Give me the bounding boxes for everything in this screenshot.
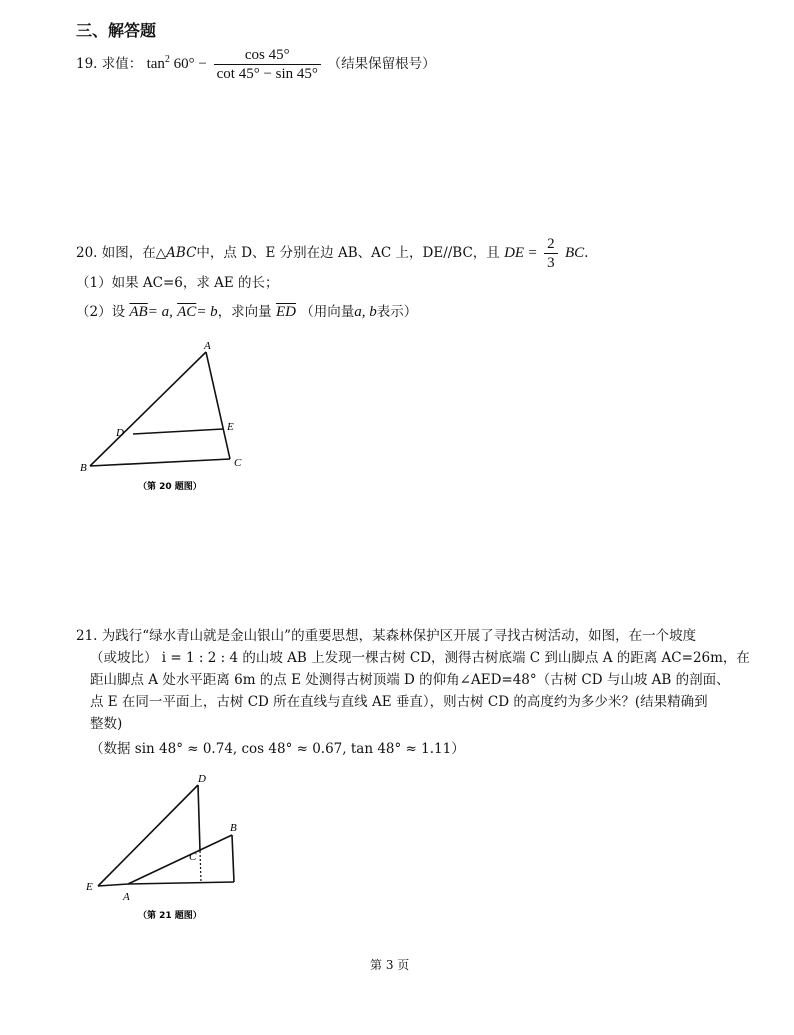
q21-line5: 整数) (90, 716, 123, 732)
line-ac (206, 352, 230, 459)
label-c: C (234, 457, 242, 469)
q20-bc: BC (564, 245, 585, 261)
q20-part2 (76, 301, 417, 323)
line-a-base (128, 882, 234, 884)
line-b-vertical (232, 835, 234, 882)
line-ab (90, 352, 206, 466)
label-a: A (204, 340, 211, 352)
q20-vec-ab-small: a, b (354, 304, 377, 320)
line-ed (98, 785, 198, 886)
q21-line1-text: 为践行“绿水青山就是金山银山”的重要思想，某森林保护区开展了寻找古树活动，如图，在一个坡度 (101, 628, 697, 644)
label-a: A (123, 891, 130, 903)
label-b: B (230, 822, 237, 834)
q19-expression: $\tan^2 60^\circ$ − $\frac{\cos 45^\circ}{\cot 45^\circ - \sin 45^\circ}$ (147, 56, 328, 72)
q19-prompt: 求值： (101, 55, 143, 72)
q19-numerator: cos 45° (214, 46, 321, 65)
q20-vec-ab: $\overline{AB}$ (129, 304, 148, 320)
page-number: 第 3 页 (370, 958, 410, 972)
q20-vec-ed: $\overline{ED}$ (275, 304, 296, 320)
line-bc (90, 459, 230, 466)
q21-data-line: （数据 sin 48° ≈ 0.74, cos 48° ≈ 0.67, tan 48° ≈ 1.11） (90, 741, 465, 757)
q19-number: 19. (76, 55, 98, 72)
q19-note: （结果保留根号） (327, 55, 436, 72)
q20-fraction (544, 235, 558, 272)
label-d: D (198, 773, 206, 785)
q20-part1: （1）如果 AC=6，求 AE 的长； (76, 275, 279, 291)
q20-vec-ac: $\overline{AC}$ (177, 304, 197, 320)
label-e: E (86, 881, 93, 893)
line-dc (198, 785, 200, 851)
q20-part2-a: （2）设 (76, 304, 126, 320)
q21-line3: 距山脚点 A 处水平距离 6m 的点 E 处测得古树顶端 D 的仰角∠AED=48°（古树 CD 与山坡 AB 的剖面、 (90, 672, 730, 688)
figure-20 (70, 335, 270, 505)
figure-20-caption: （第 20 题图） (138, 482, 202, 492)
q19-denominator: cot 45° − sin 45° (216, 66, 318, 82)
line-de (133, 429, 223, 434)
line-ab-slope (128, 835, 232, 884)
q21-number: 21. (76, 628, 98, 644)
q20-period: . (584, 245, 589, 261)
q20-text-a: 如图，在 (101, 245, 156, 261)
q20-part2-b: ，求向量 (217, 304, 272, 320)
q20-part2-d: 表示） (376, 304, 418, 320)
q20-eq-a: = a, (147, 304, 173, 320)
q20-text-b: 中，点 D、E 分别在边 AB、AC 上，DE//BC，且 (196, 245, 500, 261)
question-20 (76, 235, 588, 272)
figure-21 (76, 768, 276, 928)
label-e: E (227, 421, 234, 433)
figure-21-caption: （第 21 题图） (138, 911, 202, 921)
label-c: C (189, 851, 197, 863)
section-title: 三、解答题 (76, 21, 157, 40)
line-c-dashed (200, 851, 201, 882)
q20-triangle: △ABC (155, 245, 197, 261)
q19-fraction (214, 46, 321, 83)
label-b: B (80, 462, 87, 474)
q21-line2: （或坡比） i = 1 : 2 : 4 的山坡 AB 上发现一棵古树 CD，测得古树底端 C 到山脚点 A 的距离 AC=26m，在 (90, 650, 750, 666)
q20-de: DE (504, 245, 525, 261)
q20-part2-c: （用向量 (300, 304, 355, 320)
q20-eq: = (528, 245, 537, 261)
q21-line4: 点 E 在同一平面上，古树 CD 所在直线与直线 AE 垂直），则古树 CD 的高度约为多少米？(结果精确到 (90, 694, 708, 710)
q20-frac-num: 2 (544, 235, 558, 254)
q20-eq-b: = b (196, 304, 218, 320)
q21-line1 (76, 625, 696, 647)
line-ea (98, 884, 128, 886)
label-d: D (116, 427, 124, 439)
q20-frac-den: 3 (547, 255, 555, 271)
q20-number: 20. (76, 245, 98, 261)
question-19 (76, 46, 436, 83)
